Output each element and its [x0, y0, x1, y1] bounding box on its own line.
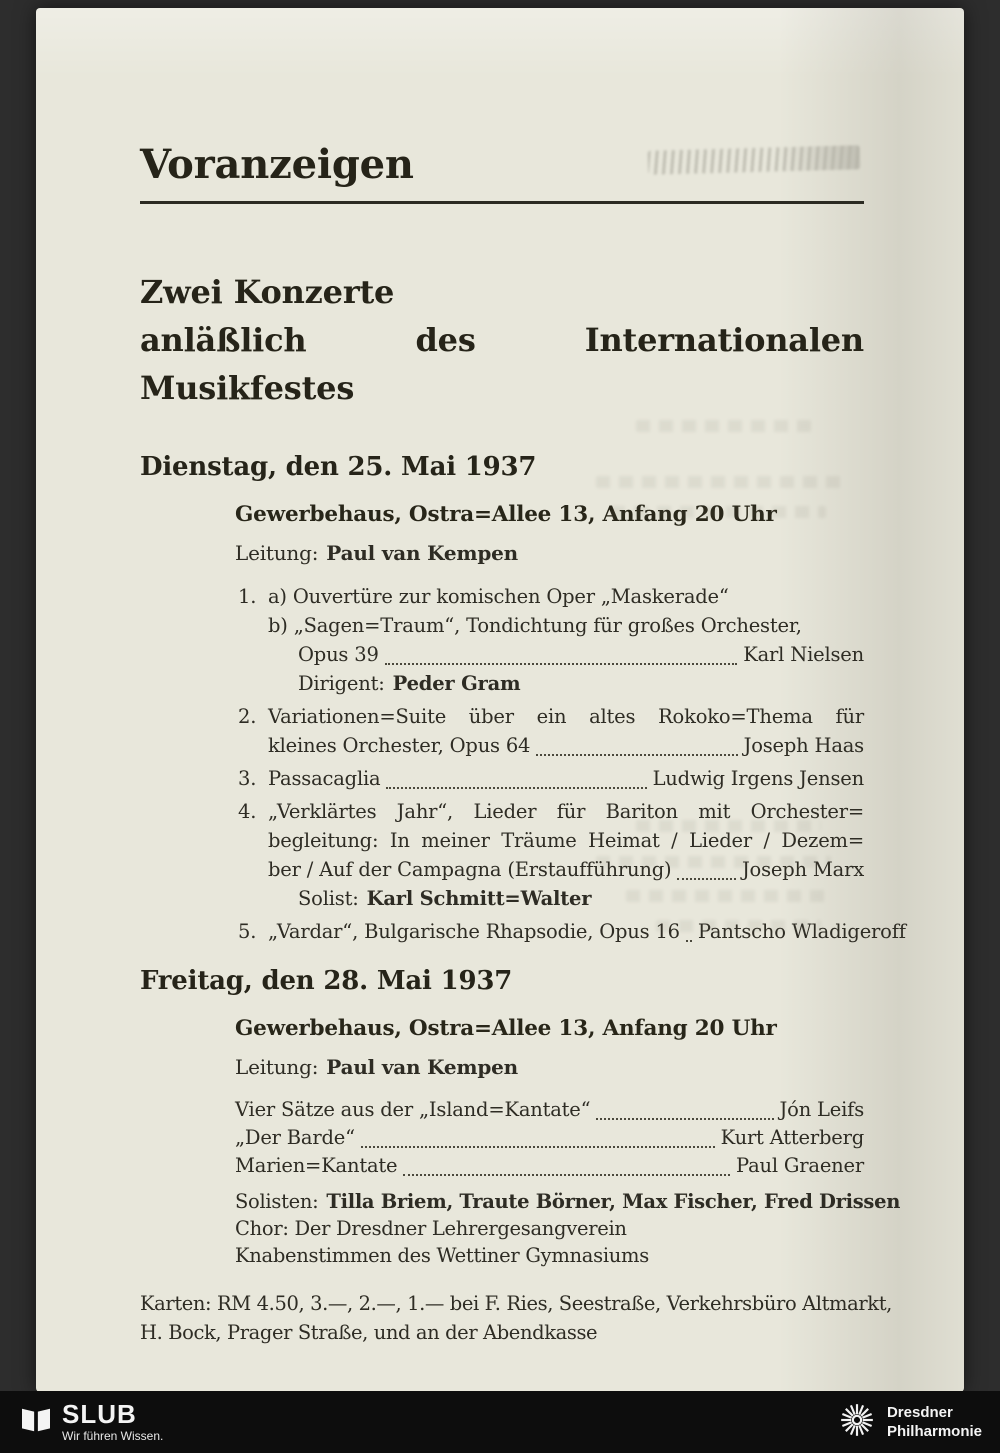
tickets-info: [140, 1289, 892, 1347]
boys-choir-line: Knabenstimmen des Wettiner Gymnasiums: [235, 1244, 649, 1267]
composer-name: Joseph Marx: [741, 858, 864, 881]
work-title: Passacaglia: [268, 767, 381, 790]
program-line: Variationen=Suite über ein altes Rokoko=Thema für: [268, 705, 864, 728]
soloists-names: Tilla Briem, Traute Börner, Max Fischer, Fred Drissen: [326, 1190, 901, 1213]
credit-name: Peder Gram: [392, 672, 521, 695]
tickets-line1: Karten: RM 4.50, 3.—, 2.—, 1.— bei F. Ries, Seestraße, Verkehrsbüro Altmarkt,: [140, 1292, 892, 1315]
program-line: begleitung: In meiner Träume Heimat / Lieder / Dezem=: [268, 829, 864, 852]
slub-name: SLUB: [62, 1399, 137, 1429]
composer-name: Pantscho Wladigeroff: [697, 920, 906, 943]
dot-leader: [677, 878, 736, 880]
book-icon: [20, 1406, 52, 1439]
item-number: 3.: [238, 767, 257, 790]
concert1-venue: Gewerbehaus, Ostra=Allee 13, Anfang 20 Uhr: [235, 502, 777, 527]
program-line: [268, 731, 864, 760]
performers-block: [235, 1188, 901, 1269]
soloists-line: [235, 1188, 901, 1215]
program-line: „Verklärtes Jahr“, Lieder für Bariton mit Orchester=: [268, 800, 864, 823]
program-line: [235, 1124, 864, 1152]
conductor-name: Paul van Kempen: [326, 1055, 518, 1079]
main-title: [140, 268, 864, 412]
concert2-works: [235, 1096, 864, 1180]
composer-name: Ludwig Irgens Jensen: [652, 767, 864, 790]
philharmonie-name-line2: Philharmonie: [886, 1423, 982, 1440]
credit-line: [268, 669, 864, 698]
credit-name: Karl Schmitt=Walter: [366, 887, 592, 910]
program-line: [268, 640, 864, 669]
bleed-through: [656, 920, 821, 932]
bleed-through: [596, 856, 831, 868]
composer-name: Kurt Atterberg: [720, 1126, 864, 1149]
composer-name: Karl Nielsen: [743, 643, 864, 666]
item-number: 4.: [238, 800, 257, 823]
document-page: [36, 8, 964, 1392]
work-title: kleines Orchester, Opus 64: [268, 734, 531, 757]
item-number: 2.: [238, 705, 257, 728]
program-line: [235, 1096, 864, 1124]
bleed-through: [626, 890, 831, 902]
dot-leader: [386, 787, 646, 789]
concert2-venue: Gewerbehaus, Ostra=Allee 13, Anfang 20 Uhr: [235, 1016, 777, 1041]
composer-name: Joseph Haas: [743, 734, 864, 757]
work-title: Marien=Kantate: [235, 1154, 398, 1177]
program-line: a) Ouvertüre zur komischen Oper „Maskerade“: [268, 585, 729, 608]
conductor-label: Leitung:: [235, 1055, 319, 1079]
item-number: 1.: [238, 585, 257, 608]
work-title: „Vardar“, Bulgarische Rhapsodie, Opus 16: [268, 920, 680, 943]
dot-leader: [686, 940, 692, 942]
credit-label: Solist:: [298, 887, 359, 910]
item-number: 5.: [238, 920, 257, 943]
program-line: [235, 1152, 864, 1180]
masthead-rule: [140, 201, 864, 204]
bleed-through: [636, 820, 821, 832]
dot-leader: [536, 754, 737, 756]
dot-leader: [403, 1174, 730, 1176]
philharmonie-star-icon: [837, 1400, 877, 1445]
composer-name: Paul Graener: [736, 1154, 864, 1177]
concert2-conductor-line: [235, 1054, 864, 1080]
bleed-through: [596, 476, 841, 488]
composer-name: Jón Leifs: [779, 1098, 864, 1121]
program-line: [268, 764, 864, 793]
choir-line: Chor: Der Dresdner Lehrergesangverein: [235, 1217, 627, 1240]
work-title: „Der Barde“: [235, 1126, 355, 1149]
program-line: b) „Sagen=Traum“, Tondichtung für großes Orchester,: [268, 614, 802, 637]
bleed-through: [611, 506, 826, 518]
concert2-date-heading: Freitag, den 28. Mai 1937: [140, 966, 513, 996]
viewer-footer: [0, 1391, 1000, 1453]
soloists-label: Solisten:: [235, 1190, 319, 1213]
conductor-label: Leitung:: [235, 541, 319, 565]
work-title: Vier Sätze aus der „Island=Kantate“: [235, 1098, 591, 1121]
program-item: [238, 764, 864, 793]
work-title: ber / Auf der Campagna (Erstaufführung): [268, 858, 672, 881]
main-title-line1: Zwei Konzerte: [140, 273, 395, 311]
main-title-line2: anläßlich des Internationalen Musikfestes: [140, 321, 864, 407]
bleed-through: [636, 420, 811, 432]
concert1-date-heading: Dienstag, den 25. Mai 1937: [140, 452, 537, 482]
tickets-line2: H. Bock, Prager Straße, und an der Abendkasse: [140, 1321, 598, 1344]
slub-tagline: Wir führen Wissen.: [62, 1429, 164, 1443]
program-item: [238, 702, 864, 760]
work-title: Opus 39: [298, 643, 379, 666]
philharmonie-name-line1: Dresdner: [886, 1404, 953, 1421]
page-title: Voranzeigen: [140, 141, 414, 188]
dot-leader: [596, 1118, 773, 1120]
philharmonie-logo[interactable]: [837, 1400, 982, 1445]
dot-leader: [385, 663, 738, 665]
dot-leader: [361, 1146, 715, 1148]
conductor-name: Paul van Kempen: [326, 541, 518, 565]
credit-label: Dirigent:: [298, 672, 385, 695]
concert1-conductor-line: [235, 540, 864, 566]
slub-logo[interactable]: [20, 1401, 163, 1443]
program-item: [238, 582, 864, 698]
